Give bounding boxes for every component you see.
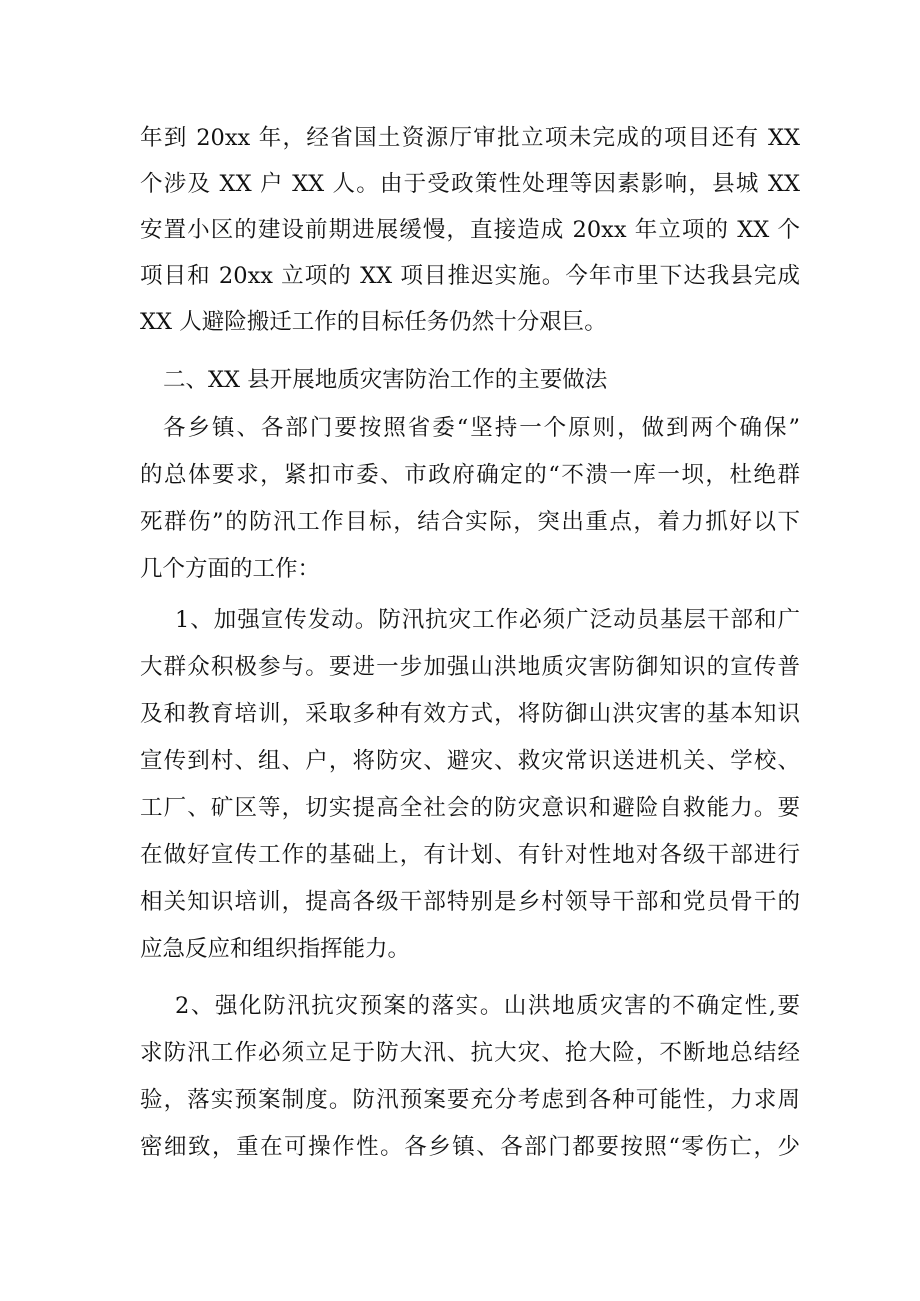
section-heading: 二、XX 县开展地质灾害防治工作的主要做法 [163, 367, 608, 393]
item1-line-7: 相关知识培训，提高各级干部特别是乡村领导干部和党员骨干的 [140, 889, 800, 915]
para2-line-2: 的总体要求，紧扣市委、市政府确定的“不溃一库一坝，杜绝群 [140, 462, 800, 488]
item2-line-2: 求防汛工作必须立足于防大汛、抗大灾、抢大险，不断地总结经 [140, 1040, 800, 1066]
item1-line-8: 应急反应和组织指挥能力。 [140, 936, 411, 962]
para1-line-4: 项目和 20xx 立项的 XX 项目推迟实施。今年市里下达我县完成 [140, 263, 800, 289]
item2-line-1: 2、强化防汛抗灾预案的落实。山洪地质灾害的不确定性,要 [175, 993, 800, 1019]
item1-line-3: 及和教育培训，采取多种有效方式，将防御山洪灾害的基本知识 [140, 701, 800, 727]
item1-line-5: 工厂、矿区等，切实提高全社会的防灾意识和避险自救能力。要 [140, 795, 800, 821]
para2-line-3: 死群伤”的防汛工作目标，结合实际，突出重点，着力抓好以下 [140, 509, 800, 535]
para2-line-4: 几个方面的工作： [140, 556, 321, 582]
item1-line-6: 在做好宣传工作的基础上，有计划、有针对性地对各级干部进行 [140, 842, 800, 868]
para1-line-2: 个涉及 XX 户 XX 人。由于受政策性处理等因素影响，县城 XX [140, 171, 800, 197]
item1-line-4: 宣传到村、组、户，将防灾、避灾、救灾常识送进机关、学校、 [140, 748, 800, 774]
para1-line-3: 安置小区的建设前期进展缓慢，直接造成 20xx 年立项的 XX 个 [140, 217, 800, 243]
para1-line-1: 年到 20xx 年，经省国土资源厅审批立项未完成的项目还有 XX [140, 125, 800, 151]
item1-line-1: 1、加强宣传发动。防汛抗灾工作必须广泛动员基层干部和广 [175, 607, 800, 633]
para2-line-1: 各乡镇、各部门要按照省委“坚持一个原则，做到两个确保” [163, 415, 800, 441]
item1-line-2: 大群众积极参与。要进一步加强山洪地质灾害防御知识的宣传普 [140, 654, 800, 680]
para1-line-5: XX 人避险搬迁工作的目标任务仍然十分艰巨。 [140, 309, 607, 335]
item2-line-4: 密细致，重在可操作性。各乡镇、各部门都要按照“零伤亡，少 [140, 1134, 800, 1160]
item2-line-3: 验，落实预案制度。防汛预案要充分考虑到各种可能性，力求周 [140, 1087, 800, 1113]
